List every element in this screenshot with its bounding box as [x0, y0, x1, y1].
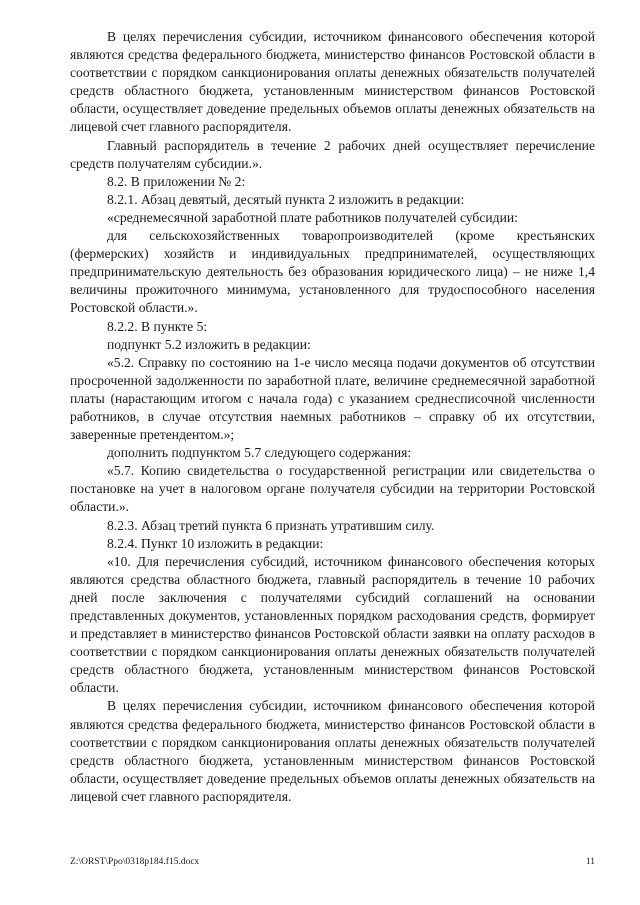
paragraph: «5.7. Копию свидетельства о государственной регистрации или свидетельства о постановке на учет в налоговом органе получателя субсидии на территории Ростовской области.».	[70, 463, 595, 515]
paragraph: дополнить подпунктом 5.7 следующего содержания:	[107, 445, 412, 461]
footer-file-path: Z:\ORST\Ppo\0318p184.f15.docx	[70, 857, 200, 867]
paragraph: «5.2. Справку по состоянию на 1-е число месяца подачи документов об отсутствии просроченной задолженности по заработной плате, величине среднемесячной заработной платы (нарастающим итогом с начала года) с указанием среднесписочной численности работников, в случае отсутствия наемных работников – справку об их отсутствии, заверенные претендентом.»;	[70, 354, 595, 443]
paragraph: 8.2.4. Пункт 10 изложить в редакции:	[107, 535, 324, 551]
paragraph: В целях перечисления субсидии, источником финансового обеспечения которой являются средства федерального бюджета, министерство финансов Ростовской области в соответствии с порядком санкционирования оплаты денежных обязательств получателей средств областного бюджета, установленным министерством финансов Ростовской области, осуществляет доведение предельных объемов оплаты денежных обязательств на лицевой счет главного распорядителя.	[70, 29, 595, 135]
paragraph: 8.2. В приложении № 2:	[107, 173, 246, 189]
page-number: 11	[585, 857, 595, 867]
paragraph: «10. Для перечисления субсидий, источником финансового обеспечения которых являются средства областного бюджета, главный распорядитель в течение 10 рабочих дней после заключения с получателями субсидий соглашений на основании представленных документов, установленных порядком расходования средств, формирует и представляет в министерство финансов Ростовской области заявки на оплату расходов в соответствии с порядком санкционирования оплаты денежных обязательств получателей средств областного бюджета, установленным министерством финансов Ростовской области.	[70, 553, 595, 696]
paragraph: подпункт 5.2 изложить в редакции:	[107, 336, 311, 352]
paragraph: «среднемесячной заработной плате работников получателей субсидии:	[107, 209, 518, 225]
paragraph: 8.2.1. Абзац девятый, десятый пункта 2 изложить в редакции:	[107, 191, 465, 207]
paragraph: для сельскохозяйственных товаропроизводителей (кроме крестьянских (фермерских) хозяйств и индивидуальных предпринимателей, осуществляющих предпринимательскую деятельность без образования юридического лица) – не ниже 1,4 величины прожиточного минимума, установленного для трудоспособного населения Ростовской области.».	[70, 228, 595, 316]
paragraph: В целях перечисления субсидии, источником финансового обеспечения которой являются средства федерального бюджета, министерство финансов Ростовской области в соответствии с порядком санкционирования оплаты денежных обязательств получателей средств областного бюджета, установленным министерством финансов Ростовской области, осуществляет доведение предельных объемов оплаты денежных обязательств на лицевой счет главного распорядителя.	[70, 698, 595, 804]
paragraph: Главный распорядитель в течение 2 рабочих дней осуществляет перечисление средств получателям субсидии.».	[70, 137, 595, 171]
paragraph: 8.2.2. В пункте 5:	[107, 318, 208, 334]
paragraph: 8.2.3. Абзац третий пункта 6 признать утратившим силу.	[107, 517, 435, 533]
document-body	[70, 28, 595, 806]
page-footer	[70, 855, 595, 869]
